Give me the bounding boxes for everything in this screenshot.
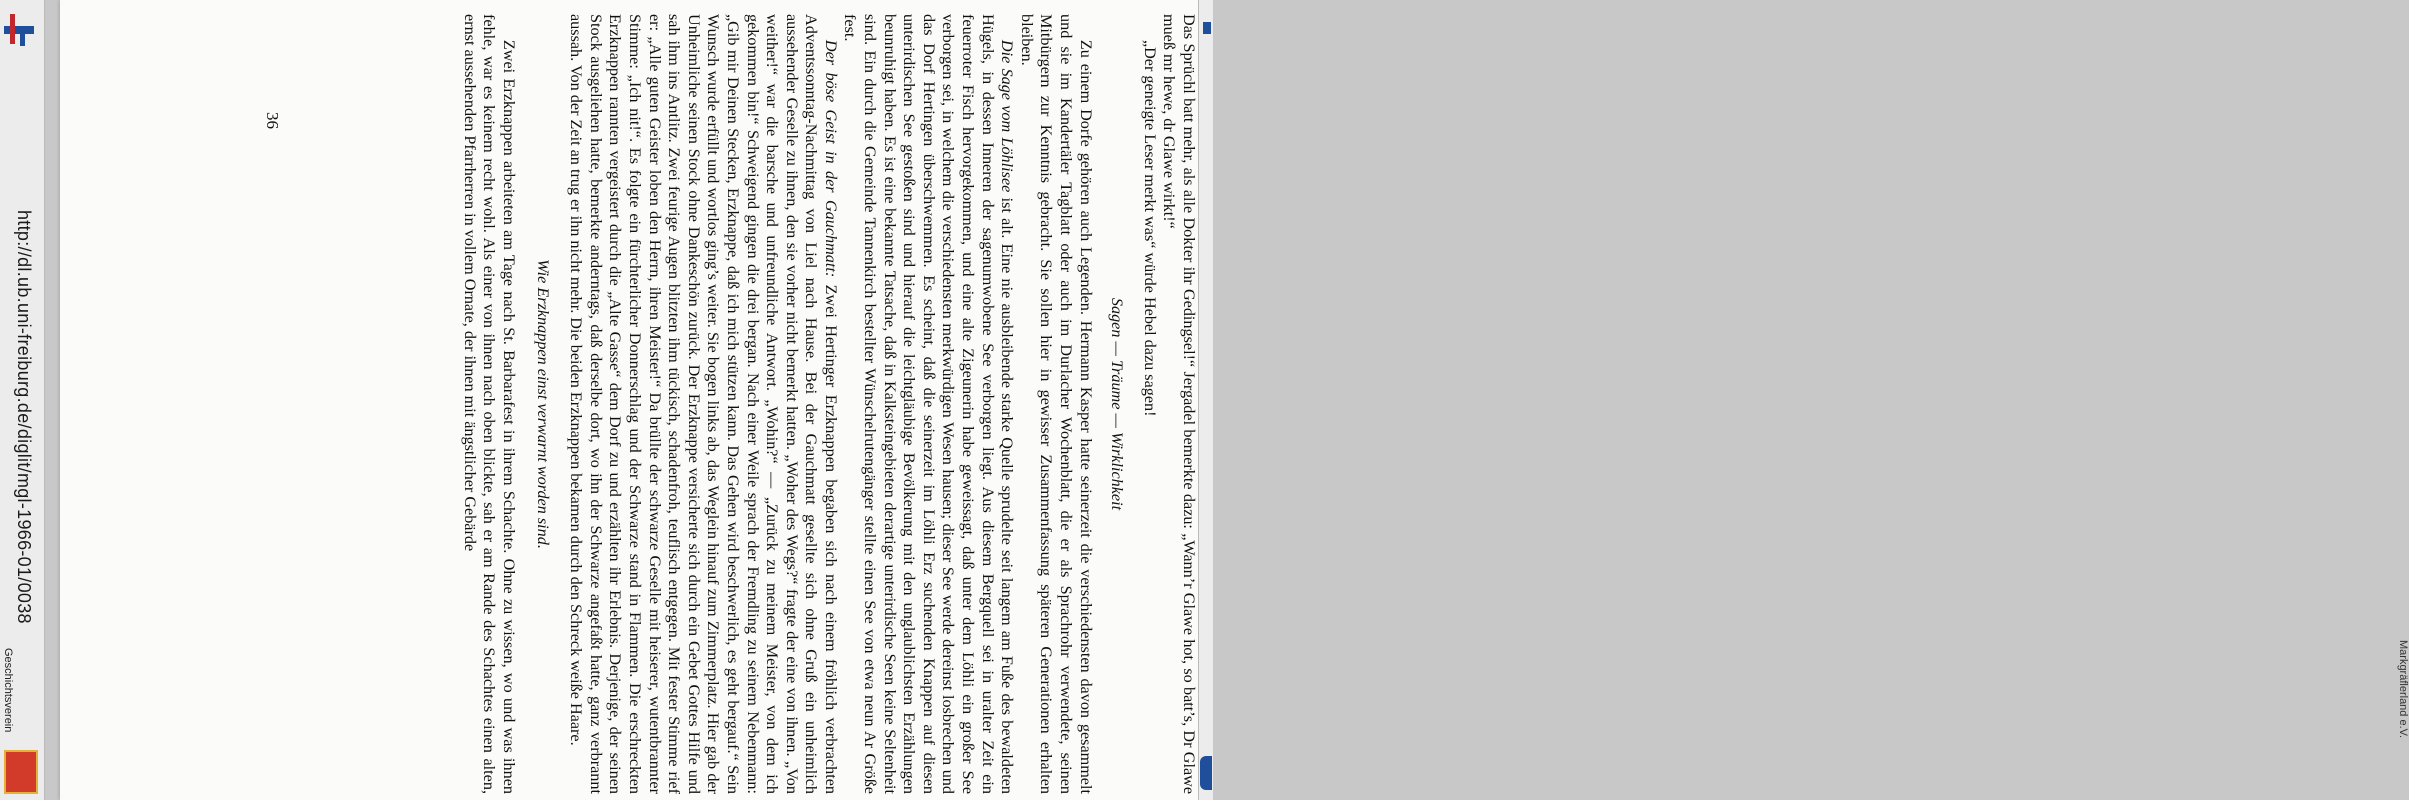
ub-logo-icon[interactable] (4, 26, 34, 34)
ub-logo-accent2-icon (20, 34, 25, 46)
page-number: 36 (263, 112, 282, 129)
paragraph-4: Die Sage vom Löhlisee ist alt. Eine nie ausbleibende starke Quelle sprudelte seit langem am Fuße des bewaldeten Hügels, in dessen Inneren der sagenumwobene See verborgen liegt. Aus diesem Bergquell sei in uralter Zeit ein feuerroter Fisch hervorgekommen, und eine alte Zigeunerin habe geweissagt, daß unter dem Löhli ein großer See verborgen sei, in welchem die verschiedensten merkwürdigen Wesen hausen; dieser See werde dereinst losbrechen und das Dorf Hertingen überschwemmen. Es scheint, daß die seinerzeit im Löhli Erz suchenden Knappen auf diesen unterirdischen See gestoßen sind und hierauf die leichtgläubige Bevölkerung mit den unglaublichsten Erzählungen beunruhigt haben. Es ist eine bekannte Tatsache, daß in Kalksteingebieten derartige unterirdische Seen keine Seltenheit sind. Ein durch die Gemeinde Tannenkirch bestellter Wünschelrutengänger stellte einen See von etwa neun Ar Größe fest. (841, 14, 1017, 794)
paragraph-6: Zwei Erzknappen arbeiteten am Tage nach St. Barbarafest in ihrem Schachte. Ohne zu wissen, wo und was ihnen fehle, war es keinem recht wohl. Als einer von ihnen nach oben blickte, sah er am Rande des Schachtes einen alten, ernst aussehenden Pfarrherren in vollem Ornate, der ihnen mit ängstlicher Gebärde (460, 14, 518, 794)
right-toolbar (1198, 0, 2409, 800)
paragraph-3: Zu einem Dorfe gehören auch Legenden. Hermann Kasper hatte seinerzeit die verschiedensten davon gesammelt und sie im Kandertäler Tagblatt oder auch im Durlacher Wochenblatt, die er als Sprachrohr verwendete, seinen Mitbürgern zur Kenntnis gebracht. Sie sollen hier in gewisser Zusammenfassung späteren Generationen erhalten bleiben. (1017, 14, 1095, 794)
page-text-block (459, 14, 1198, 794)
right-crest-icon (1200, 756, 1212, 790)
sage-title-gauchmatt: Der böse Geist in der Gauchmatt: (821, 39, 840, 278)
right-logo-icon (1203, 22, 1211, 34)
paragraph-2: „Der geneigte Leser merkt was“ würde Hebel dazu sagen! (1140, 39, 1159, 417)
paragraph-5: Der böse Geist in der Gauchmatt: Zwei Hertinger Erzknappen begaben sich nach einem fröhlich verbrachten Adventssonntag-Nachmittag von Liel nach Hause. Bei der Gauchmatt gesellte sich ohne Gruß ein unheimlich aussehender Geselle zu ihnen, den sie vorher nicht bemerkt hatten. „Woher des Wegs?“ fragte der eine von ihnen. „Von weither!“ war die barsche und unfreundliche Antwort. „Wohin?“ — „Zurück zu meinem Meister, von dem ich gekommen bin!“ Schweigend gingen die drei bergan. Nach einer Weile sprach der Fremdling zu seinem Nebenmann: „Gib mir Deinen Stecken, Erzknappe, daß ich mich stützen kann. Das Gehen wird beschwerlich, es geht bergauf.“ Sein Wunsch wurde erfüllt und wortlos ging’s weiter. Sie bogen links ab, das Weglein hinauf zum Zimmerplatz. Hier gab der Unheimliche seinen Stock ohne Dankeschön zurück. Der Erzknappe versicherte sich durch ein Gebet Gottes Hilfe und sah ihm ins Antlitz. Zwei feurige Augen blitzten ihm tückisch, schadenfroh, teuflisch entgegen. Mit fester Stimme rief er: „Alle guten Geister loben den Herrn, ihren Meister!“ Da brüllte der schwarze Geselle mit heiserer, wutentbrannter Stimme: „Ich nit!“. Es folgte ein fürchterlicher Donnerschlag und der Schwarze stand in Flammen. Die erschreckten Erzknappen rannten vergeistert durch die „Alte Gasse“ dem Dorf zu und erzählten ihr Erlebnis. Derjenige, der seinen Stock ausgeliehen hatte, bemerkte anderntags, daß derselbe dort, wo ihn der Schwarze angefaßt hatte, ganz verbrannt aussah. Von der Zeit an trug er ihn nicht mehr. Die beiden Erzknappen bekamen durch den Schreck weiße Haare. (567, 14, 840, 794)
ub-logo-accent-icon (10, 14, 15, 44)
right-edge-label: Markgräflerland e.V. (2397, 640, 2409, 739)
running-head: Sagen — Träume — Wirklichkeit (1108, 297, 1127, 511)
left-toolbar (0, 0, 45, 800)
society-label: Geschichtsverein (2, 648, 14, 733)
sage-title-lohlisee: Die Sage vom Löhlisee (998, 39, 1017, 193)
scanned-page (60, 0, 1198, 800)
coat-of-arms-icon (4, 750, 38, 794)
permalink-url[interactable]: http://dl.ub.uni-freiburg.de/diglit/mgl-1966-01/0038 (14, 210, 34, 624)
paragraph-1: Das Sprüchl batt mehr, als alle Dokter ihr Gedingsel!“ Jergadel bemerkte dazu: „Wann’r Glawe hot, so batt’s, Dr Glawe mueß mr hewe, dr Glawe wirkt!“ (1160, 14, 1198, 794)
section-title: Wie Erzknappen einst verwarnt worden sind. (533, 259, 552, 549)
